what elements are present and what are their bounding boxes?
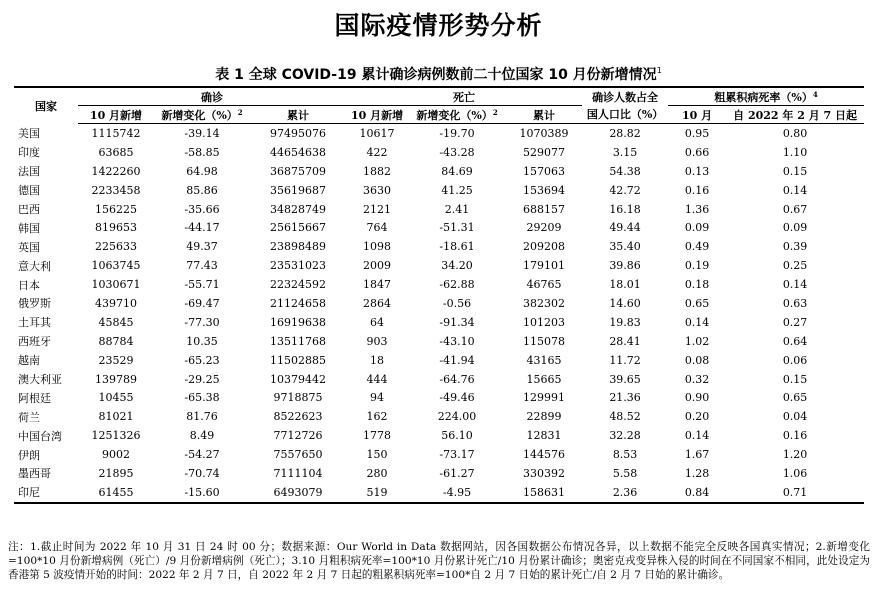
confirmed-change-cell: -39.14	[184, 126, 220, 140]
confirmed-cumulative-cell: 34828749	[270, 202, 327, 216]
table-row	[14, 181, 864, 200]
confirmed-change-cell: -58.85	[184, 145, 220, 159]
deaths-change-cell: -4.95	[408, 483, 506, 503]
confirmed-new-cell: 156225	[95, 202, 137, 216]
confirmed-new-cell: 139789	[95, 372, 137, 386]
confirmed-change-cell: -44.17	[184, 221, 220, 235]
confirmed-new-cell: 1030671	[91, 278, 141, 292]
cfr-oct-cell: 0.09	[684, 221, 710, 235]
cfr-since-cell: 0.27	[782, 315, 808, 329]
header-deaths-change-text: 新增变化（%）	[416, 108, 493, 122]
cfr-since-cell: 0.80	[782, 126, 808, 140]
deaths-new-cell: 162	[366, 410, 388, 424]
deaths-cumulative-cell: 129991	[523, 391, 566, 405]
deaths-new-cell: 18	[370, 353, 385, 367]
deaths-change-cell: 224.00	[437, 410, 477, 424]
deaths-change-cell: -41.94	[439, 353, 475, 367]
cfr-oct-cell: 1.02	[684, 334, 710, 348]
confirmed-new-cell: 63685	[98, 145, 134, 159]
confirmed-change-cell: -65.38	[184, 391, 220, 405]
table-row	[14, 124, 864, 143]
confirmed-cumulative-cell: 35619687	[270, 183, 327, 197]
deaths-new-cell: 1778	[363, 429, 392, 443]
confirmed-change-cell: -35.66	[184, 202, 220, 216]
table-row	[14, 332, 864, 351]
confirmed-cumulative-cell: 36875709	[270, 164, 327, 178]
confirmed-new-cell: 819653	[95, 221, 137, 235]
confirmed-change-cell: 49.37	[186, 240, 218, 254]
header-cfr	[668, 87, 864, 106]
country-cell: 意大利	[18, 259, 51, 273]
cfr-oct-cell: 0.16	[684, 183, 710, 197]
deaths-cumulative-cell: 1070389	[519, 126, 569, 140]
table-row	[14, 162, 864, 181]
header-pop-ratio-line2: 国人口比（%）	[582, 106, 668, 124]
deaths-cumulative-cell: 46765	[526, 278, 562, 292]
confirmed-cumulative-cell: 23531023	[270, 259, 327, 273]
cfr-since-cell: 0.65	[782, 391, 808, 405]
pop-ratio-cell: 11.72	[609, 353, 641, 367]
confirmed-cumulative-cell: 44654638	[270, 145, 327, 159]
deaths-new-cell: 764	[366, 221, 388, 235]
header-cfr-oct: 10 月	[668, 106, 726, 124]
pop-ratio-cell: 3.15	[612, 145, 638, 159]
header-deaths-new: 10 月新增	[346, 106, 408, 124]
confirmed-cumulative-cell: 22324592	[270, 278, 327, 292]
cfr-oct-cell: 0.14	[684, 429, 710, 443]
table-body	[14, 124, 864, 503]
confirmed-new-cell: 1251326	[91, 429, 141, 443]
table-row	[14, 483, 864, 503]
pop-ratio-cell: 2.36	[582, 483, 668, 503]
cfr-since-cell: 0.15	[782, 372, 808, 386]
pop-ratio-cell: 42.72	[609, 183, 641, 197]
cfr-since-cell: 0.15	[782, 164, 808, 178]
pop-ratio-cell: 39.86	[609, 259, 641, 273]
confirmed-cumulative-cell: 6493079	[250, 483, 346, 503]
confirmed-cumulative-cell: 16919638	[270, 315, 327, 329]
pop-ratio-cell: 14.60	[609, 296, 641, 310]
pop-ratio-cell: 5.58	[612, 466, 638, 480]
deaths-change-cell: -64.76	[439, 372, 475, 386]
country-cell: 巴西	[18, 203, 40, 216]
pop-ratio-cell: 19.83	[609, 315, 641, 329]
cfr-oct-cell: 1.36	[684, 202, 710, 216]
cfr-since-cell: 0.14	[782, 183, 808, 197]
confirmed-new-cell: 61455	[78, 483, 154, 503]
pop-ratio-cell: 54.38	[609, 164, 641, 178]
cfr-since-cell: 1.20	[782, 448, 808, 462]
deaths-cumulative-cell: 688157	[523, 202, 566, 216]
confirmed-cumulative-cell: 11502885	[270, 353, 327, 367]
deaths-change-cell: -18.61	[439, 240, 475, 254]
header-row-2	[14, 106, 864, 124]
cfr-oct-cell: 0.84	[668, 483, 726, 503]
cfr-oct-cell: 0.66	[684, 145, 710, 159]
deaths-new-cell: 94	[370, 391, 385, 405]
deaths-cumulative-cell: 12831	[526, 429, 562, 443]
cfr-oct-cell: 0.18	[684, 278, 710, 292]
cfr-since-cell: 0.63	[782, 296, 808, 310]
deaths-cumulative-cell: 330392	[523, 466, 566, 480]
deaths-new-cell: 1847	[363, 278, 392, 292]
header-confirmed-new: 10 月新增	[78, 106, 154, 124]
deaths-new-cell: 2009	[363, 259, 392, 273]
deaths-change-cell: 84.69	[441, 164, 473, 178]
deaths-cumulative-cell: 382302	[523, 296, 566, 310]
deaths-change-cell: -19.70	[439, 126, 475, 140]
table-row	[14, 370, 864, 389]
cfr-since-cell: 0.06	[782, 353, 808, 367]
country-cell: 俄罗斯	[18, 297, 51, 311]
deaths-change-cell: -49.46	[439, 391, 475, 405]
deaths-cumulative-cell: 157063	[523, 164, 566, 178]
deaths-change-cell: 56.10	[441, 429, 473, 443]
deaths-new-cell: 1098	[363, 240, 392, 254]
deaths-change-cell: -43.10	[439, 334, 475, 348]
deaths-cumulative-cell: 179101	[523, 259, 566, 273]
deaths-cumulative-cell: 209208	[523, 240, 566, 254]
deaths-change-cell: -0.56	[442, 296, 472, 310]
country-cell: 美国	[18, 127, 40, 141]
country-cell: 日本	[18, 278, 40, 292]
pop-ratio-cell: 39.65	[609, 372, 641, 386]
pop-ratio-cell: 35.40	[609, 240, 641, 254]
pop-ratio-cell: 49.44	[609, 221, 641, 235]
country-cell: 土耳其	[18, 316, 51, 330]
country-cell: 荷兰	[18, 410, 40, 424]
confirmed-cumulative-cell: 7557650	[273, 448, 323, 462]
deaths-change-cell: -73.17	[439, 448, 475, 462]
header-confirmed-change	[154, 106, 250, 124]
pop-ratio-cell: 18.01	[609, 278, 641, 292]
confirmed-cumulative-cell: 21124658	[270, 296, 327, 310]
cfr-oct-cell: 0.08	[684, 353, 710, 367]
country-cell: 中国台湾	[18, 429, 62, 443]
confirmed-change-cell: -70.74	[184, 466, 220, 480]
table-row	[14, 388, 864, 407]
header-country: 国家	[14, 87, 78, 124]
cfr-oct-cell: 1.67	[684, 448, 710, 462]
confirmed-cumulative-cell: 13511768	[270, 334, 327, 348]
header-confirmed: 确诊	[78, 87, 346, 106]
table-row	[14, 237, 864, 256]
deaths-cumulative-cell: 529077	[523, 145, 566, 159]
page-title: 国际疫情形势分析	[334, 11, 543, 40]
table-caption-text: 表 1 全球 COVID-19 累计确诊病例数前二十位国家 10 月份新增情况	[215, 67, 657, 83]
confirmed-change-cell: 81.76	[186, 410, 218, 424]
cfr-oct-cell: 0.14	[684, 315, 710, 329]
header-row-1	[14, 87, 864, 106]
confirmed-new-cell: 10455	[98, 391, 134, 405]
deaths-cumulative-cell: 144576	[523, 448, 566, 462]
pop-ratio-cell: 32.28	[609, 429, 641, 443]
header-deaths-change-footnote: 2	[492, 107, 498, 117]
country-cell: 阿根廷	[18, 391, 51, 405]
deaths-new-cell: 2864	[363, 296, 392, 310]
pop-ratio-cell: 28.41	[609, 334, 641, 348]
cfr-oct-cell: 0.90	[684, 391, 710, 405]
confirmed-change-cell: 10.35	[186, 334, 218, 348]
deaths-new-cell: 444	[366, 372, 388, 386]
country-cell: 韩国	[18, 221, 40, 235]
cfr-oct-cell: 0.49	[684, 240, 710, 254]
country-cell: 印尼	[14, 483, 78, 503]
deaths-new-cell: 10617	[359, 126, 395, 140]
country-cell: 伊朗	[18, 448, 40, 462]
footnote: 注：1.截止时间为 2022 年 10 月 31 日 24 时 00 分；数据来源：Our World in Data 数据网站，因各国数据公布情况各异，以上数据不能完全反映各国真实情况；2.新增变化=100*10 月份新增病例（死亡）/9 月份新增病例（死亡）；3.10 月粗积病死率=100*10 月份累计死亡/10 月份累计确诊；奥密克戎变异株入侵的时间在不同国家不相同，此处设定为香港第 5 波疫情开始的时间：2022 年 2 月 7 日，自 2022 年 2 月 7 日起的粗累积病死率=100*自 2 月 7 日始的累计死亡/自 2 月 7 日始的累计确诊。	[8, 541, 870, 581]
table-row	[14, 464, 864, 483]
covid-stats-table	[14, 86, 864, 504]
table-caption	[0, 64, 877, 84]
cfr-since-cell: 0.04	[782, 410, 808, 424]
cfr-oct-cell: 0.65	[684, 296, 710, 310]
header-confirmed-cumulative: 累计	[250, 106, 346, 124]
confirmed-change-cell: -69.47	[184, 296, 220, 310]
confirmed-new-cell: 1115742	[91, 126, 141, 140]
deaths-change-cell: -62.88	[439, 278, 475, 292]
header-pop-ratio-line1: 确诊人数占全	[582, 87, 668, 106]
confirmed-change-cell: -29.25	[184, 372, 220, 386]
confirmed-change-cell: -55.71	[184, 278, 220, 292]
cfr-since-cell: 0.64	[782, 334, 808, 348]
country-cell: 印度	[18, 146, 40, 160]
table-row	[14, 143, 864, 162]
table-row	[14, 256, 864, 275]
cfr-oct-cell: 1.28	[684, 466, 710, 480]
header-confirmed-change-text: 新增变化（%）	[161, 108, 238, 122]
deaths-cumulative-cell: 15665	[526, 372, 562, 386]
header-cfr-text: 粗累积病死率（%）	[714, 90, 813, 104]
country-cell: 澳大利亚	[18, 373, 62, 387]
header-deaths-change	[408, 106, 506, 124]
table-row	[14, 275, 864, 294]
deaths-new-cell: 519	[346, 483, 408, 503]
confirmed-cumulative-cell: 8522623	[273, 410, 323, 424]
cfr-since-cell: 0.39	[782, 240, 808, 254]
table-row	[14, 200, 864, 219]
confirmed-new-cell: 439710	[95, 296, 137, 310]
cfr-since-cell: 1.10	[782, 145, 808, 159]
table-row	[14, 313, 864, 332]
cfr-oct-cell: 0.19	[684, 259, 710, 273]
confirmed-new-cell: 88784	[98, 334, 134, 348]
deaths-cumulative-cell: 153694	[523, 183, 566, 197]
pop-ratio-cell: 21.36	[609, 391, 641, 405]
table-row	[14, 445, 864, 464]
header-deaths-cumulative: 累计	[506, 106, 582, 124]
confirmed-change-cell: -65.23	[184, 353, 220, 367]
header-cfr-since: 自 2022 年 2 月 7 日起	[726, 106, 864, 124]
pop-ratio-cell: 8.53	[612, 448, 638, 462]
deaths-change-cell: 34.20	[441, 259, 473, 273]
confirmed-change-cell: -54.27	[184, 448, 220, 462]
cfr-since-cell: 0.67	[782, 202, 808, 216]
country-cell: 德国	[18, 184, 40, 198]
deaths-change-cell: -43.28	[439, 145, 475, 159]
header-confirmed-change-footnote: 2	[237, 107, 243, 117]
table-row	[14, 426, 864, 445]
cfr-since-cell: 0.16	[782, 429, 808, 443]
confirmed-change-cell: 77.43	[186, 259, 218, 273]
deaths-cumulative-cell: 158631	[506, 483, 582, 503]
deaths-cumulative-cell: 101203	[523, 315, 566, 329]
confirmed-new-cell: 1422260	[91, 164, 141, 178]
table-caption-footnote: 1	[656, 66, 662, 75]
confirmed-cumulative-cell: 7111104	[273, 466, 323, 480]
confirmed-new-cell: 1063745	[91, 259, 141, 273]
deaths-cumulative-cell: 29209	[526, 221, 562, 235]
deaths-cumulative-cell: 22899	[526, 410, 562, 424]
deaths-change-cell: -91.34	[439, 315, 475, 329]
confirmed-cumulative-cell: 9718875	[273, 391, 323, 405]
deaths-new-cell: 280	[366, 466, 388, 480]
confirmed-new-cell: 2233458	[91, 183, 141, 197]
deaths-new-cell: 2121	[363, 202, 392, 216]
deaths-cumulative-cell: 115078	[523, 334, 566, 348]
table-row	[14, 294, 864, 313]
country-cell: 法国	[18, 165, 40, 179]
country-cell: 越南	[18, 354, 40, 368]
cfr-oct-cell: 0.20	[684, 410, 710, 424]
deaths-new-cell: 422	[366, 145, 388, 159]
confirmed-change-cell: 8.49	[189, 429, 215, 443]
country-cell: 墨西哥	[18, 467, 51, 481]
table-row	[14, 407, 864, 426]
deaths-change-cell: 41.25	[441, 183, 473, 197]
confirmed-cumulative-cell: 10379442	[270, 372, 327, 386]
deaths-new-cell: 1882	[363, 164, 392, 178]
confirmed-cumulative-cell: 97495076	[270, 126, 327, 140]
country-cell: 英国	[18, 240, 40, 254]
deaths-cumulative-cell: 43165	[526, 353, 562, 367]
header-deaths: 死亡	[346, 87, 582, 106]
confirmed-change-cell: -77.30	[184, 315, 220, 329]
confirmed-new-cell: 23529	[98, 353, 134, 367]
deaths-new-cell: 150	[366, 448, 388, 462]
pop-ratio-cell: 48.52	[609, 410, 641, 424]
pop-ratio-cell: 16.18	[609, 202, 641, 216]
confirmed-new-cell: 81021	[98, 410, 134, 424]
confirmed-new-cell: 21895	[98, 466, 134, 480]
cfr-since-cell: 1.06	[782, 466, 808, 480]
cfr-oct-cell: 0.95	[684, 126, 710, 140]
table-row	[14, 218, 864, 237]
deaths-change-cell: -61.27	[439, 466, 475, 480]
deaths-change-cell: 2.41	[444, 202, 470, 216]
cfr-oct-cell: 0.32	[684, 372, 710, 386]
table-row	[14, 351, 864, 370]
deaths-new-cell: 64	[370, 315, 385, 329]
cfr-since-cell: 0.25	[782, 259, 808, 273]
confirmed-new-cell: 9002	[102, 448, 130, 462]
pop-ratio-cell: 28.82	[609, 126, 641, 140]
deaths-change-cell: -51.31	[439, 221, 475, 235]
cfr-since-cell: 0.14	[782, 278, 808, 292]
confirmed-cumulative-cell: 25615667	[270, 221, 327, 235]
cfr-since-cell: 0.71	[726, 483, 864, 503]
confirmed-new-cell: 45845	[98, 315, 134, 329]
confirmed-cumulative-cell: 7712726	[273, 429, 323, 443]
confirmed-change-cell: 85.86	[186, 183, 218, 197]
confirmed-change-cell: -15.60	[154, 483, 250, 503]
confirmed-new-cell: 225633	[95, 240, 137, 254]
cfr-oct-cell: 0.13	[684, 164, 710, 178]
deaths-new-cell: 3630	[363, 183, 392, 197]
cfr-since-cell: 0.09	[782, 221, 808, 235]
country-cell: 西班牙	[18, 335, 51, 349]
header-cfr-footnote: 4	[812, 89, 818, 99]
deaths-new-cell: 903	[366, 334, 388, 348]
confirmed-change-cell: 64.98	[186, 164, 218, 178]
confirmed-cumulative-cell: 23898489	[270, 240, 327, 254]
